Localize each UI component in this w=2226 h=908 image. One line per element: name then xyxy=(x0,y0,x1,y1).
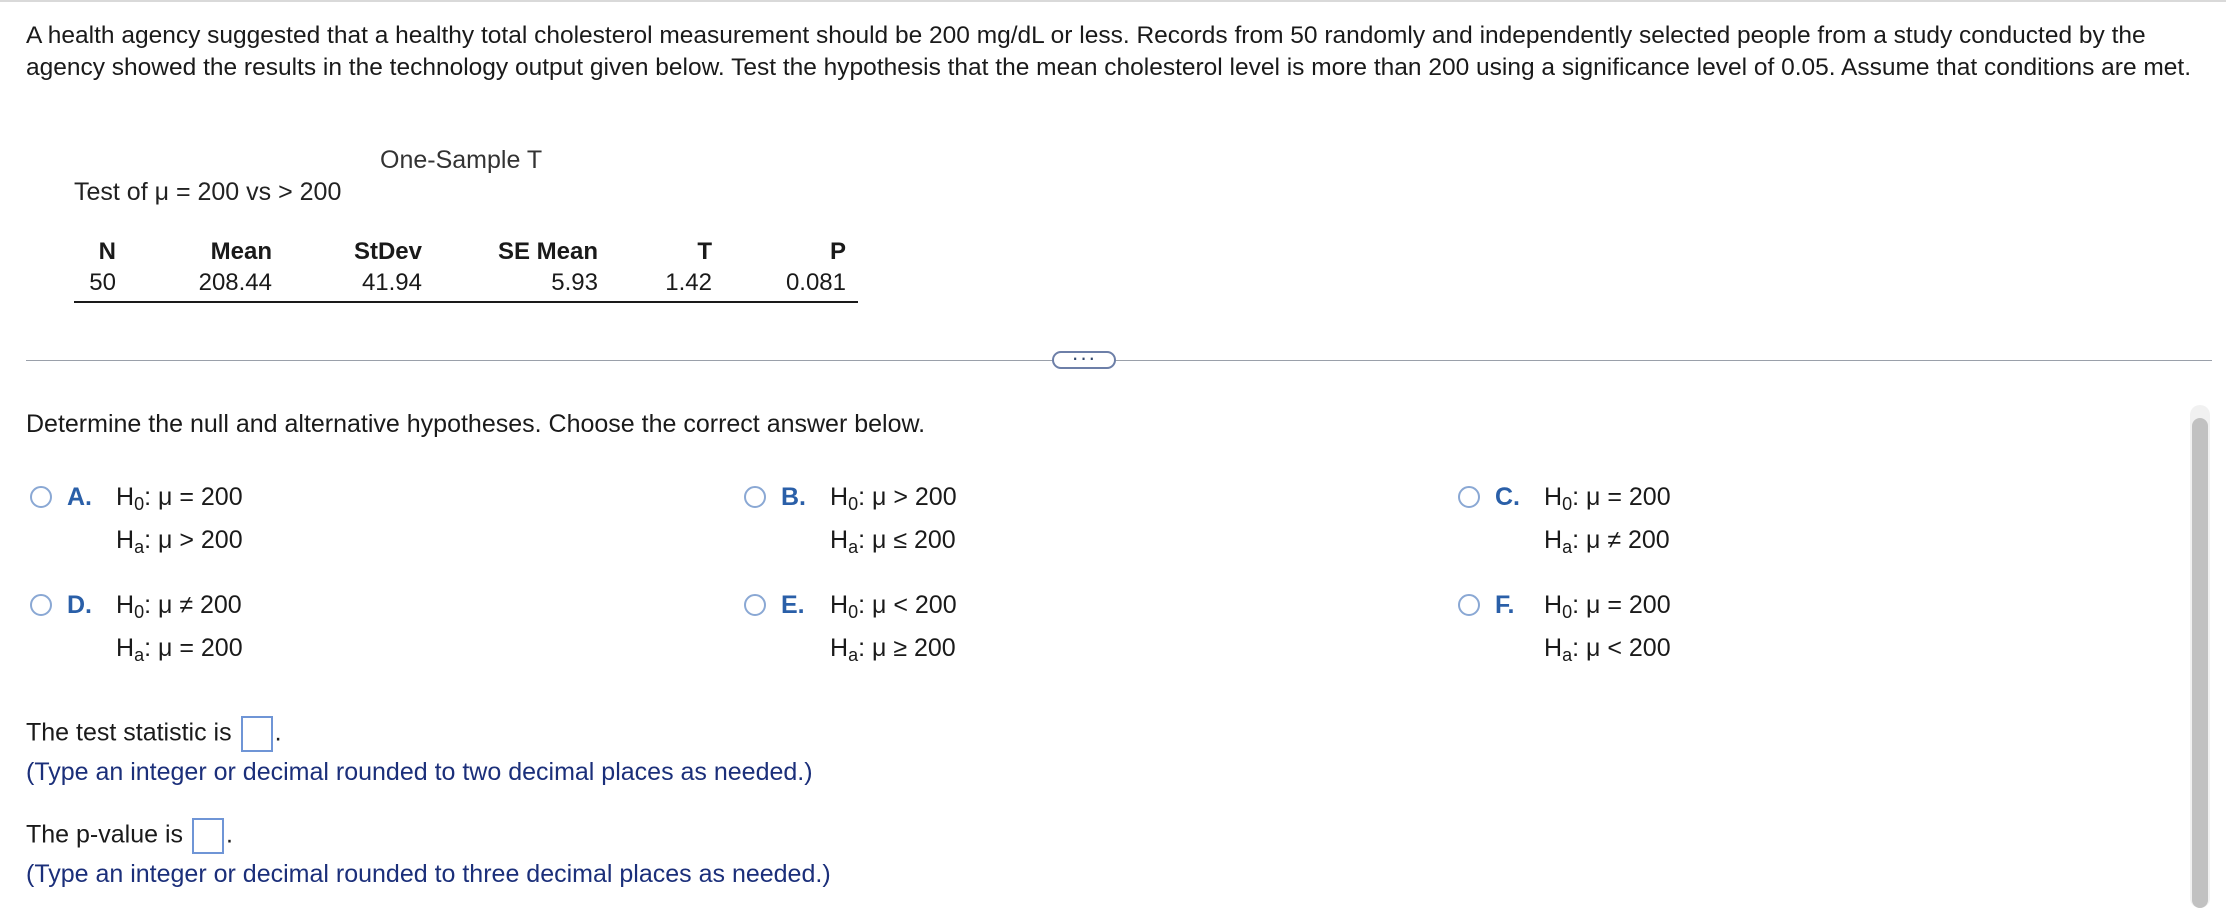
alt-hypothesis: $H_a$: μ ≥ 200 xyxy=(830,634,956,665)
stats-col-p xyxy=(770,236,846,298)
alt-hypothesis: $H_a$: μ < 200 xyxy=(1544,634,1671,665)
stats-underline xyxy=(74,301,858,303)
null-hypothesis: $H_0$: μ = 200 xyxy=(1544,483,1671,514)
test-statistic-hint: (Type an integer or decimal rounded to two decimal places as needed.) xyxy=(26,758,813,786)
alt-hypothesis: $H_a$: μ = 200 xyxy=(116,634,243,665)
radio-button[interactable] xyxy=(744,594,766,616)
stats-header: N xyxy=(98,238,116,265)
p-value-line xyxy=(26,818,233,854)
option-letter: C. xyxy=(1495,483,1520,511)
radio-button[interactable] xyxy=(744,486,766,508)
stats-header: StDev xyxy=(353,238,422,265)
alt-hypothesis: $H_a$: μ > 200 xyxy=(116,526,243,557)
stats-value: 50 xyxy=(89,269,116,296)
problem-statement: A health agency suggested that a healthy total cholesterol measurement should be 200 mg/dL or less. Records from 50 randomly and independently selected people from a study conducted by the agency showed the results in the technology output given below. Test the hypothesis that the mean cholesterol level is more than 200 using a significance level of 0.05. Assume that conditions are met. xyxy=(26,22,2192,81)
stats-value: 1.42 xyxy=(665,269,712,296)
expand-more-button[interactable]: ··· xyxy=(1052,351,1116,369)
null-hypothesis: $H_0$: μ < 200 xyxy=(830,591,957,622)
section-divider xyxy=(26,360,2212,361)
null-hypothesis: $H_0$: μ > 200 xyxy=(830,483,957,514)
stats-col-n xyxy=(74,236,116,298)
p-value-label: The p-value is xyxy=(26,820,184,849)
null-hypothesis: $H_0$: μ ≠ 200 xyxy=(116,591,242,622)
option-letter: D. xyxy=(67,591,92,619)
option-letter: B. xyxy=(781,483,806,511)
stats-col-stdev xyxy=(320,236,422,298)
stats-header: Mean xyxy=(210,238,272,265)
null-hypothesis: $H_0$: μ = 200 xyxy=(1544,591,1671,622)
option-letter: E. xyxy=(781,591,805,619)
stats-col-mean xyxy=(160,236,272,298)
stats-value: 0.081 xyxy=(785,269,846,296)
radio-button[interactable] xyxy=(30,486,52,508)
radio-button[interactable] xyxy=(1458,594,1480,616)
null-hypothesis: $H_0$: μ = 200 xyxy=(116,483,243,514)
top-border xyxy=(0,0,2226,2)
period: . xyxy=(225,820,233,849)
question-prompt: Determine the null and alternative hypotheses. Choose the correct answer below. xyxy=(26,410,926,438)
test-statistic-label: The test statistic is xyxy=(26,718,232,747)
output-test-line: Test of μ = 200 vs > 200 xyxy=(74,178,342,206)
radio-button[interactable] xyxy=(1458,486,1480,508)
radio-button[interactable] xyxy=(30,594,52,616)
stats-value: 41.94 xyxy=(361,269,422,296)
stats-header: T xyxy=(697,238,712,265)
option-letter: F. xyxy=(1495,591,1515,619)
stats-header: SE Mean xyxy=(497,238,598,265)
period: . xyxy=(274,718,282,747)
option-letter: A. xyxy=(67,483,92,511)
stats-col-t xyxy=(650,236,712,298)
stats-col-se-mean xyxy=(470,236,598,298)
alt-hypothesis: $H_a$: μ ≤ 200 xyxy=(830,526,956,557)
p-value-input[interactable] xyxy=(192,818,224,854)
stats-value: 5.93 xyxy=(551,269,598,296)
test-statistic-input[interactable] xyxy=(241,716,273,752)
output-title: One-Sample T xyxy=(380,146,543,174)
alt-hypothesis: $H_a$: μ ≠ 200 xyxy=(1544,526,1670,557)
scrollbar-thumb[interactable] xyxy=(2192,418,2208,908)
stats-header: P xyxy=(829,238,846,265)
p-value-hint: (Type an integer or decimal rounded to three decimal places as needed.) xyxy=(26,860,831,888)
test-statistic-line xyxy=(26,716,282,752)
stats-value: 208.44 xyxy=(198,269,272,296)
